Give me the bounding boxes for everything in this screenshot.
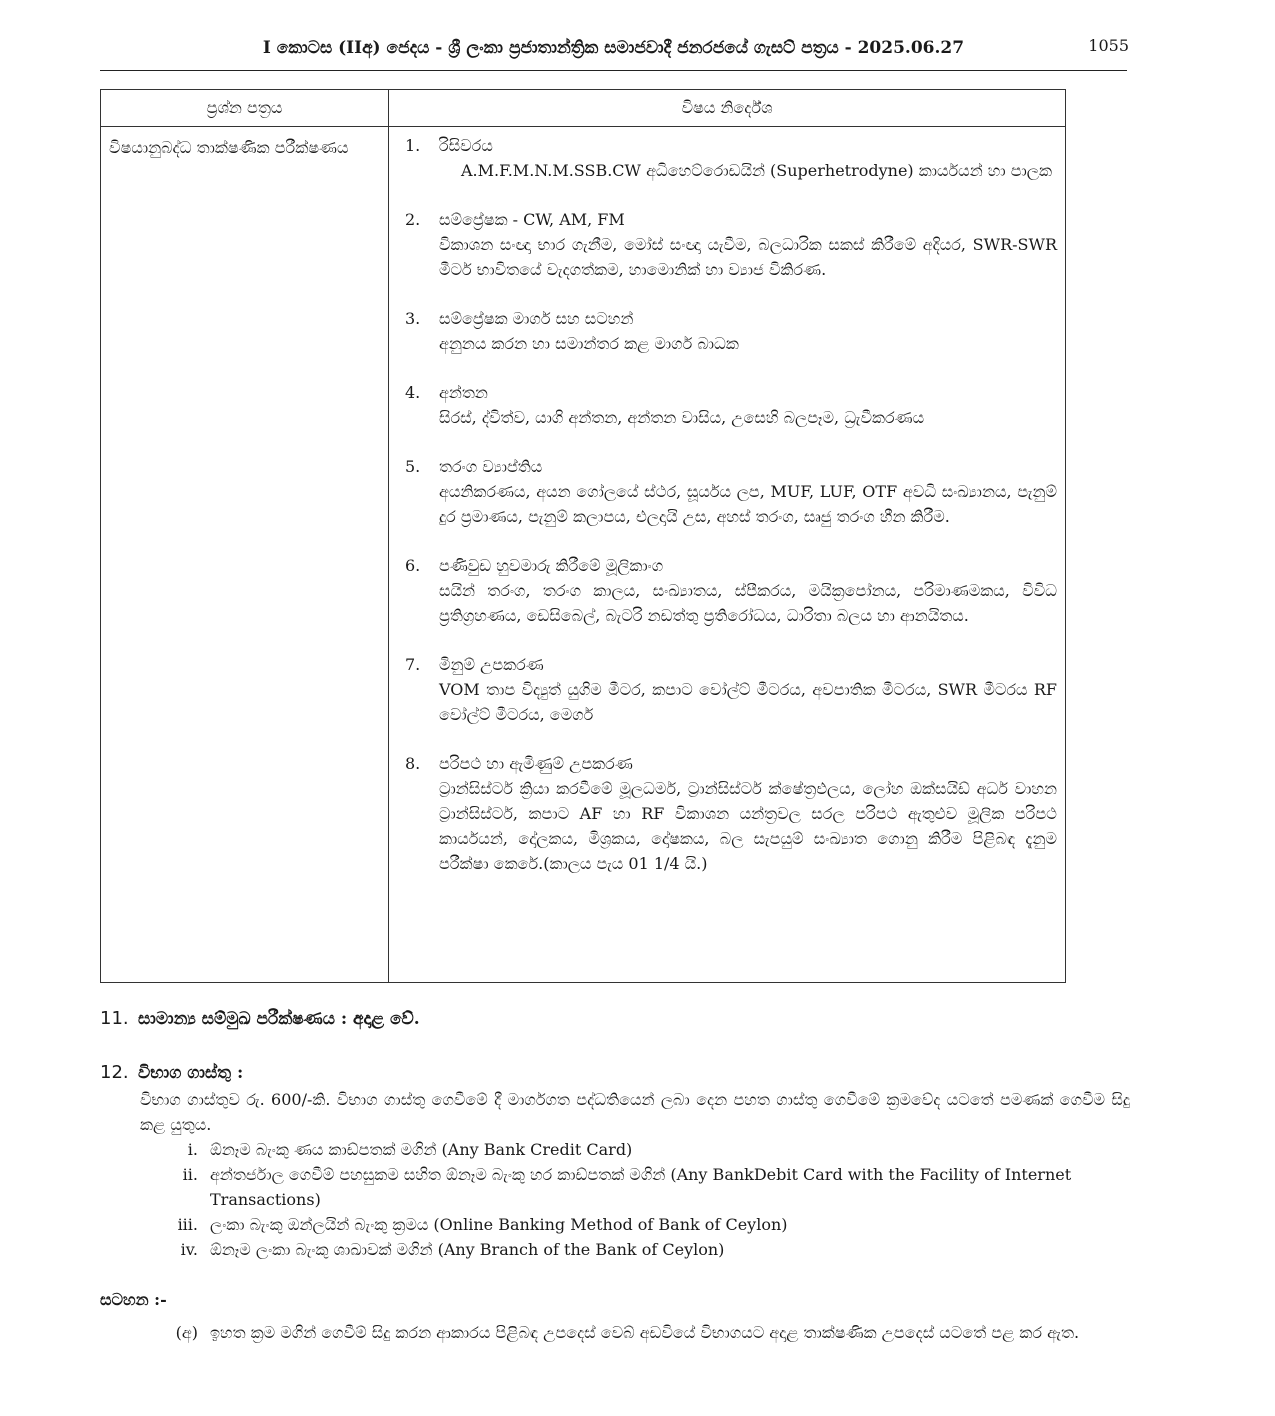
section-12-heading: විභාග ගාස්තු : — [138, 1063, 244, 1083]
topic-title: අන්තන — [439, 383, 488, 402]
list-marker: ii. — [182, 1165, 198, 1184]
topic-title: සම්ප්‍රේෂක මාර්ග සහ සටහන් — [439, 309, 634, 328]
topic-item — [405, 553, 1057, 628]
page-header — [100, 30, 1127, 71]
topic-description: විකාශන සංඥා භාර ගැනීම, මෝස් සංඥා යැවීම, බලධාරික සකස් කිරීමේ අදියර, SWR-SWR මීටර් භාවිතයේ වැදගත්කම, හාමොනික් හා ව්‍යාජ විකිරණ. — [439, 235, 1057, 279]
syllabus-cell — [389, 127, 1066, 983]
fee-paragraph: විභාග ගාස්තුව රු. 600/-කි. විභාග ගාස්තු ගෙවීමේ දී මාර්ගගත පද්ධතියෙන් ලබා දෙන පහත ගාස්තු ගෙවීමේ ක්‍රමවේද යටතේ පමණක් ගෙවීම සිදු කළ යුතුය. — [140, 1090, 1130, 1134]
list-item — [140, 1137, 1130, 1162]
topic-item — [405, 652, 1057, 727]
list-item-text: ඕනෑම බැංකු ණය කාඩ්පතක් මගින් (Any Bank Credit Card) — [210, 1140, 633, 1159]
topic-title: රිසිවරය — [439, 136, 493, 155]
topic-description: අයනිකරණය, අයන ගෝලයේ ස්ථර, සූර්යය ලප, MUF, LUF, OTF අවධි සංඛ්‍යානය, පැනුම් දුර ප්‍රමාණය, පැනුම් කලාපය, එලදායි උස, අහස් තරංග, සෘජු තරංග හීන කිරීම. — [439, 482, 1057, 526]
topic-item — [405, 207, 1057, 282]
topic-number: 5. — [405, 457, 421, 476]
topic-description: A.M.F.M.N.M.SSB.CW අධිහෙට්රොඩයින් (Superhetrodyne) කාර්යයන් හා පාලක — [461, 161, 1053, 180]
list-item-text: ඕනෑම ලංකා බැංකු ශාඛාවක් මගින් (Any Branch of the Bank of Ceylon) — [210, 1240, 725, 1259]
gazette-title: I කොටස (IIඅ) ජෙදය - ශ්‍රී ලංකා ප්‍රජාතාන්ත්‍රික සමාජවාදී ජනරජයේ ගැසට් පත්‍රය - 2025.06.27 — [262, 38, 965, 58]
notes-section — [100, 1290, 1130, 1346]
payment-methods-list — [140, 1137, 1130, 1262]
section-12 — [100, 1062, 1130, 1262]
section-11-text: සාමාන්‍ය සම්මුඛ පරීක්ෂණය : අදාළ වේ. — [138, 1009, 420, 1029]
topic-item — [405, 454, 1057, 529]
list-item — [140, 1162, 1130, 1212]
col-header-paper: ප්‍රශ්න පත්‍රය — [101, 90, 389, 127]
section-11 — [100, 1008, 420, 1029]
topic-description: ට්‍රාන්සිස්ටර් ක්‍රියා කරවීමේ මූලධර්ම, ට්‍රාන්සිස්ටර් ක්ෂේත්‍රඵලය, ලෝහ ඔක්සයිඩ් අර්ධ වාහන ට්‍රාන්සිස්ටර්, කපාට AF හා RF විකාශන යන්ත්‍රවල සරල පරිපථ ඇතුළුව මූලික පරිපථ කාර්යයන්, දෝලකය, මිශ්‍රකය, දෝෂකය, බල සැපයුම් සංඛ්‍යාත ගොනු කිරීම පිළිබඳ දැනුම පරීක්ෂා කෙරේ.(කාලය පැය 01 1/4 යි.) — [439, 779, 1057, 873]
topic-item — [405, 751, 1057, 876]
note-item — [100, 1320, 1130, 1346]
section-number: 12. — [100, 1062, 129, 1083]
topic-description: VOM තාප විද්‍යුත් යුගිම මීටර, කපාට වෝල්ට් මීටරය, අවපාතික මීටරය, SWR මීටරය RF වෝල්ට් මීටරය, මෙගර් — [439, 680, 1057, 724]
topic-description: අනුනය කරන හා සමාන්තර කළ මාර්ග බාධක — [439, 334, 739, 353]
topic-number: 7. — [405, 655, 421, 674]
topic-number: 4. — [405, 383, 421, 402]
topic-title: තරංග ව්‍යාප්තිය — [439, 457, 543, 476]
topic-number: 2. — [405, 210, 421, 229]
topic-number: 6. — [405, 556, 421, 575]
topic-item — [405, 306, 1057, 356]
topic-number: 3. — [405, 309, 421, 328]
list-item — [140, 1212, 1130, 1237]
subject-cell: විෂයානුබද්ධ තාක්ෂණික පරීක්ෂණය — [101, 127, 389, 983]
topic-title: සම්ප්‍රේෂක - CW, AM, FM — [439, 210, 625, 229]
table-row — [101, 127, 1066, 983]
table-header-row — [101, 90, 1066, 127]
topic-title: පණිවුඩ හුවමාරු කිරීමේ මූලිකාංග — [439, 556, 664, 575]
topic-number: 1. — [405, 136, 421, 155]
syllabus-table — [100, 89, 1066, 983]
topic-description: සිරස්, ද්විත්ව, යාගි අන්තන, අන්තන වාසිය, උසෙහි බලපෑම, ධ්‍රැවීකරණය — [439, 408, 925, 427]
note-label: (අ) — [175, 1323, 198, 1342]
list-marker: i. — [187, 1140, 198, 1159]
topic-item — [405, 380, 1057, 430]
note-text: ඉහත ක්‍රම මගින් ගෙවීම් සිදු කරන ආකාරය පිළිබඳ උපදෙස් වෙබ් අඩවියේ විභාගයට අදාළ තාක්ෂණික උපදෙස් යටතේ පළ කර ඇත. — [210, 1323, 1080, 1342]
topic-title: පරිපථ හා ඇමිණුම් උපකරණ — [439, 754, 633, 773]
list-item-text: ලංකා බැංකු ඔන්ලයින් බැංකු ක්‍රමය (Online Banking Method of Bank of Ceylon) — [210, 1215, 788, 1234]
notes-heading: සටහන :- — [100, 1290, 167, 1309]
col-header-syllabus: විෂය නිර්දේශ — [389, 90, 1066, 127]
list-marker: iv. — [180, 1240, 198, 1259]
section-number: 11. — [100, 1008, 129, 1029]
page-number: 1055 — [1088, 36, 1129, 55]
list-item — [140, 1237, 1130, 1262]
topic-description: සයින් තරංග, තරංග කාලය, සංඛ්‍යාතය, ස්පීකරය, මයික්‍රපෝනය, පරිමාණමකය, විවිධ ප්‍රතිග්‍රහණය, ඩෙසිබෙල්, බැටරි නඩත්තු ප්‍රතිරෝධය, ධාරිතා බලය හා ආනයිතය. — [439, 581, 1057, 625]
topic-title: මිනුම් උපකරණ — [439, 655, 544, 674]
list-marker: iii. — [177, 1215, 198, 1234]
topic-number: 8. — [405, 754, 421, 773]
list-item-text: අන්තර්ජාල ගෙවීම් පහසුකම සහිත ඕනෑම බැංකු හර කාඩ්පතක් මගින් (Any BankDebit Card with the Facility of Internet Transactions) — [210, 1165, 1072, 1209]
topic-item — [405, 133, 1057, 183]
